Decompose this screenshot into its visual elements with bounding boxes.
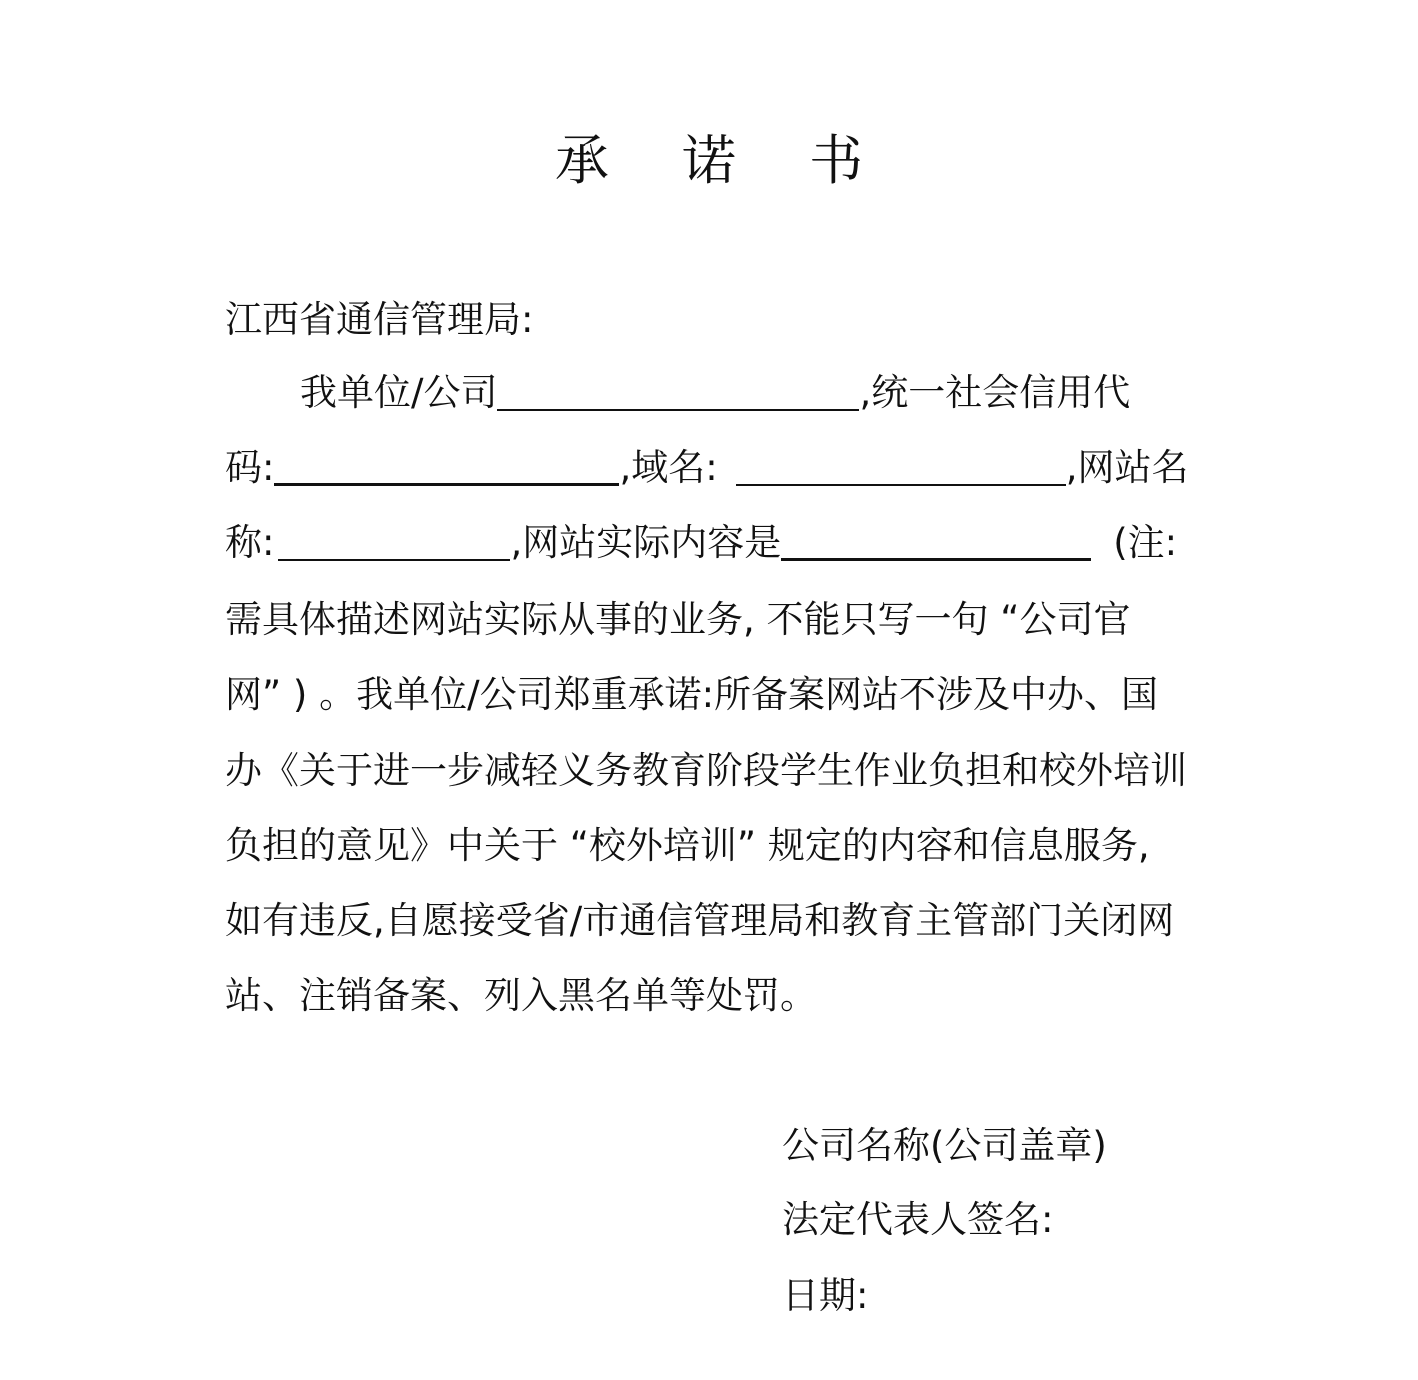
- paragraph-line-1: [300, 363, 1130, 423]
- credit-code-blank: [274, 439, 619, 486]
- date-label: 日期:: [782, 1274, 869, 1317]
- site-content-blank: [781, 514, 1091, 561]
- domain-blank: [736, 440, 1066, 486]
- site-name-blank: [278, 515, 510, 561]
- line-2-text-c: ,网站名: [1065, 446, 1189, 489]
- paragraph-line-7: 负担的意见》中关于 “校外培训” 规定的内容和信息服务,: [225, 824, 1150, 867]
- document-title: 承 诺 书: [554, 129, 892, 192]
- line-2-text-b: ,域名:: [619, 446, 718, 489]
- line-3-text-a: 称:: [225, 521, 275, 564]
- paragraph-line-3: [225, 513, 1177, 573]
- paragraph-line-9: 站、注销备案、列入黑名单等处罚。: [225, 974, 817, 1017]
- salutation: 江西省通信管理局:: [225, 298, 534, 341]
- line-1-text-b: ,统一社会信用代: [859, 371, 1131, 414]
- line-3-text-c: (注:: [1113, 521, 1178, 564]
- paragraph-line-4: 需具体描述网站实际从事的业务, 不能只写一句 “公司官: [225, 598, 1131, 641]
- legal-rep-signature-label: 法定代表人签名:: [782, 1198, 1054, 1241]
- line-1-text-a: 我单位/公司: [300, 371, 498, 414]
- company-name-blank: [497, 365, 859, 411]
- line-3-text-b: ,网站实际内容是: [510, 521, 782, 564]
- paragraph-line-2: [225, 438, 1188, 498]
- paragraph-line-5: 网” ) 。我单位/公司郑重承诺:所备案网站不涉及中办、国: [225, 673, 1159, 716]
- company-seal-label: 公司名称(公司盖章): [782, 1124, 1107, 1167]
- line-2-text-a: 码:: [225, 446, 275, 489]
- paragraph-line-8: 如有违反,自愿接受省/市通信管理局和教育主管部门关闭网: [225, 899, 1175, 942]
- paragraph-line-6: 办《关于进一步减轻义务教育阶段学生作业负担和校外培训: [225, 749, 1187, 792]
